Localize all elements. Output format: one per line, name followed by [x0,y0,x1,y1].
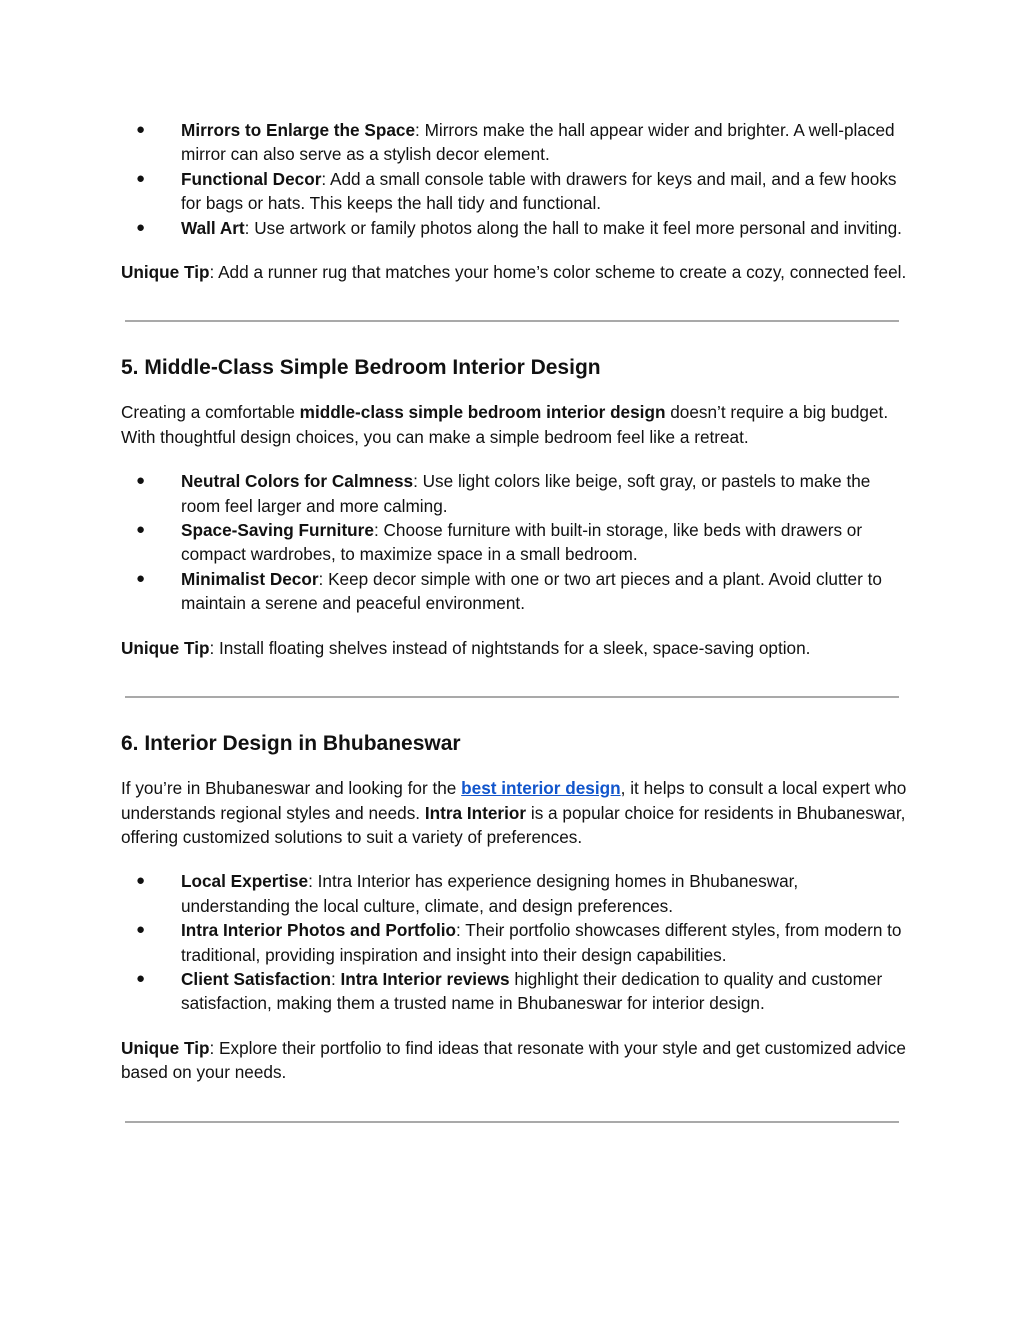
section5-bullet-list [121,469,911,615]
bullet-term: Mirrors to Enlarge the Space [181,120,416,140]
list-item [121,216,911,240]
tip-label: Unique Tip [121,1037,210,1058]
section-heading: 6. Interior Design in Bhubaneswar [121,732,461,756]
tip-label: Unique Tip [121,262,210,283]
bullet-separator: : [330,968,341,989]
bullet-term: Minimalist Decor [181,568,319,589]
document-page [121,118,911,1123]
list-item [121,869,911,918]
bullet-term: Local Expertise [181,871,309,892]
unique-tip [121,1036,911,1085]
bullet-dot: ● [136,521,146,539]
bullet-text: : Use light colors like beige, soft gray, or pastels to make the room feel larger and more calming. [181,471,871,516]
intro-text: If you’re in Bhubaneswar and looking for the [121,778,462,799]
tip-text: : Add a runner rug that matches your home’s color scheme to create a cozy, connected feel. [209,262,907,283]
list-item [121,518,911,567]
bullet-dot: ● [136,218,146,236]
section4-bullet-list [121,118,911,240]
bullet-term: Neutral Colors for Calmness [181,471,414,492]
intro-keyword: middle-class simple bedroom interior design [299,402,666,423]
intro-text: , it helps to consult a local expert who understands regional styles and needs. [121,778,907,823]
section-intro [121,400,911,449]
section-intro [121,776,911,849]
list-item [121,567,911,616]
section6-bullet-list [121,869,911,1015]
bullet-term: Intra Interior Photos and Portfolio [181,920,456,941]
bullet-text: : Their portfolio showcases different styles, from modern to traditional, providing inspiration and insight into their design capabilities. [181,920,902,965]
bullet-dot: ● [136,169,146,187]
bullet-text: : Choose furniture with built-in storage, like beds with drawers or compact wardrobes, to maximize space in a small bedroom. [181,520,863,565]
best-interior-design-link[interactable]: best interior design [461,778,621,799]
bullet-term: Wall Art [181,217,245,238]
bullet-text: : Add a small console table with drawers for keys and mail, and a few hooks for bags or hats. This keeps the hall tidy and functional. [181,168,897,214]
bullet-term: Space-Saving Furniture [181,520,374,541]
tip-text: : Explore their portfolio to find ideas that resonate with your style and get customized advice based on your needs. [121,1037,906,1083]
section-heading: 5. Middle-Class Simple Bedroom Interior Design [121,356,601,380]
bullet-text: : Intra Interior has experience designing homes in Bhubaneswar, understanding the local culture, climate, and design preferences. [181,871,799,916]
bullet-dot: ● [136,872,146,890]
bullet-text: : Use artwork or family photos along the hall to make it feel more personal and inviting. [244,217,902,238]
list-item [121,918,911,967]
tip-text: : Install floating shelves instead of nightstands for a sleek, space-saving option. [209,637,811,658]
tip-label: Unique Tip [121,637,210,658]
bullet-term: Client Satisfaction [181,968,331,989]
intro-text: doesn’t require a big budget. With thoughtful design choices, you can make a simple bedroom feel like a retreat. [121,402,889,447]
bullet-term: Intra Interior reviews [340,968,510,989]
list-item [121,469,911,518]
list-item [121,967,911,1016]
intro-text: Creating a comfortable [121,402,300,423]
list-item [121,167,911,216]
bullet-dot: ● [136,921,146,939]
intro-keyword: Intra Interior [424,802,527,823]
bullet-term: Functional Decor [181,168,322,189]
list-item [121,118,911,167]
intro-text: is a popular choice for residents in Bhubaneswar, offering customized solutions to suit a variety of preferences. [121,802,906,847]
section-divider [125,1121,899,1123]
bullet-dot: ● [136,472,146,490]
unique-tip [121,260,911,284]
bullet-text: highlight their dedication to quality and customer satisfaction, making them a trusted name in Bhubaneswar for interior design. [181,968,883,1014]
bullet-dot: ● [136,569,146,587]
unique-tip [121,636,911,660]
bullet-text: : Mirrors make the hall appear wider and brighter. A well-placed mirror can also serve as a stylish decor element. [181,120,895,165]
bullet-text: : Keep decor simple with one or two art pieces and a plant. Avoid clutter to maintain a serene and peaceful environment. [181,568,882,614]
bullet-dot: ● [136,969,146,987]
bullet-dot: ● [136,121,146,138]
